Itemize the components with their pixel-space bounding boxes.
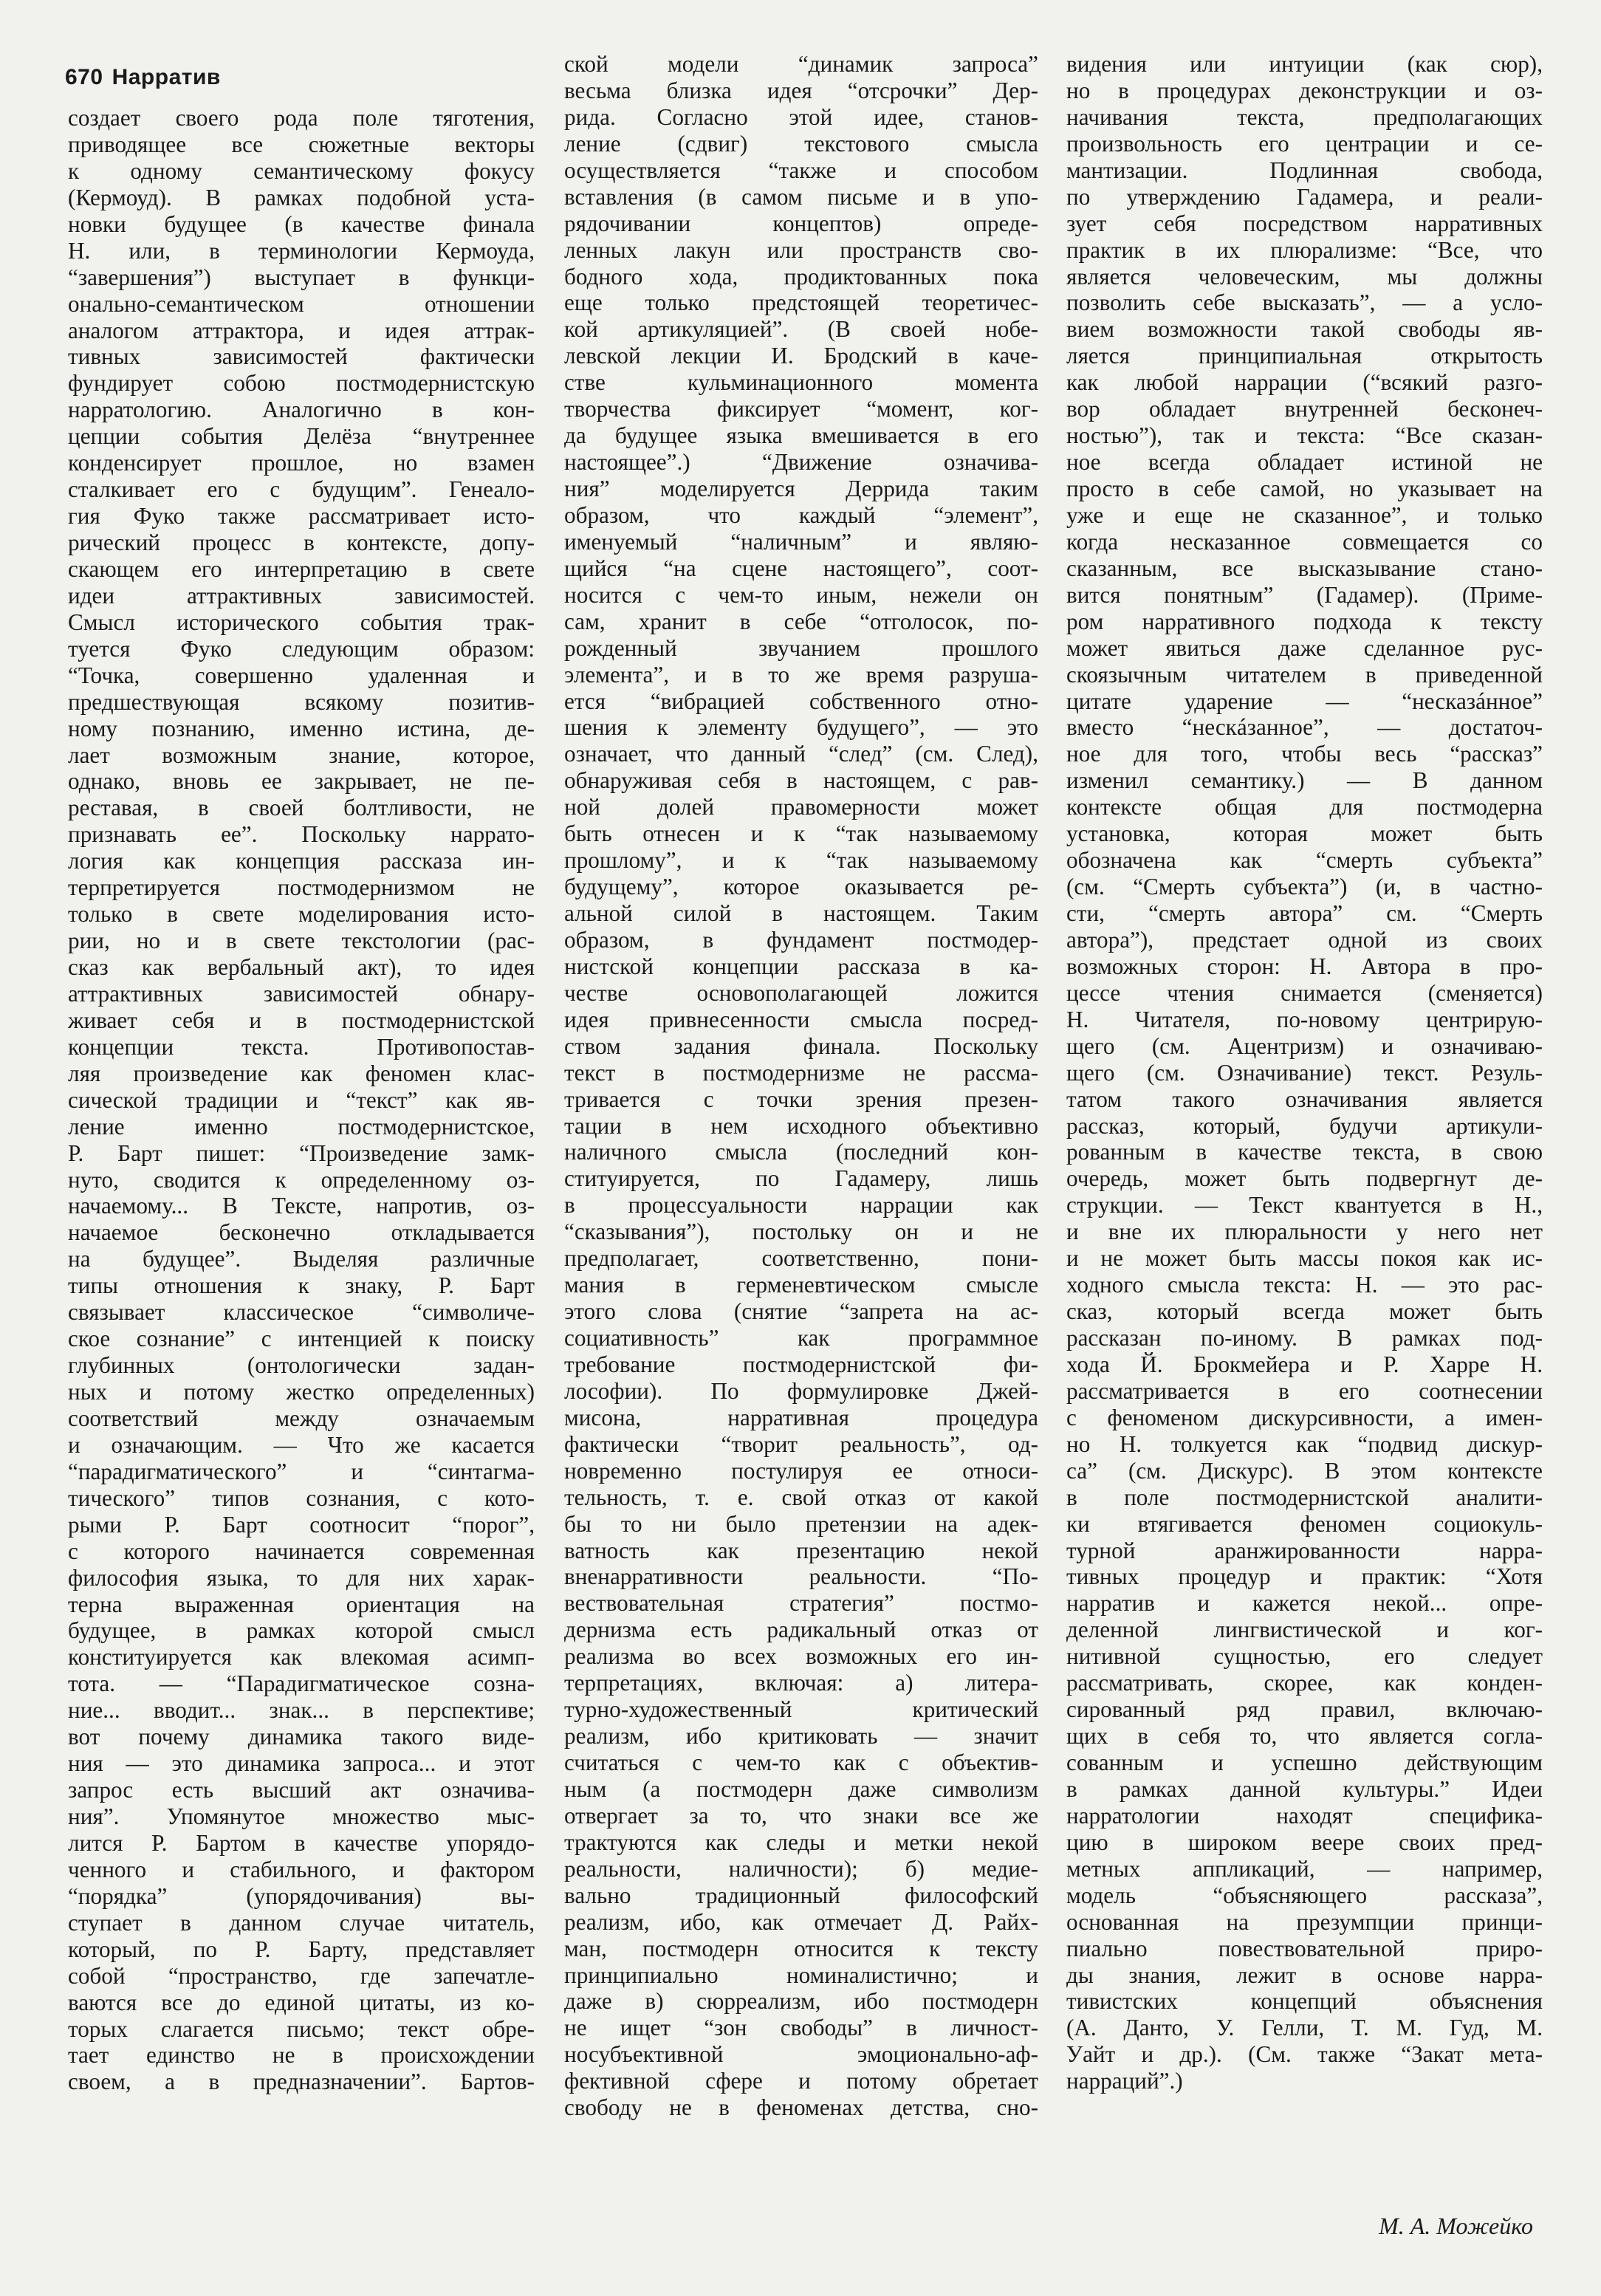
text-line: будущее, в рамках которой смысл (68, 1617, 535, 1644)
text-line: идеи аттрактивных зависимостей. (68, 582, 535, 609)
text-line: когда несказанное совмещается со (1066, 528, 1543, 555)
text-line: концепции текста. Противопостав- (68, 1033, 535, 1060)
text-column-2 (564, 51, 1038, 2121)
text-line: вставления (в самом письме и в упо- (564, 183, 1038, 210)
text-line: позволить себе высказать”, — а усло- (1066, 289, 1543, 316)
text-line: цепции события Делёза “внутреннее (68, 423, 535, 450)
text-line: образом, в фундамент постмодер- (564, 926, 1038, 953)
text-line: ной долей правомерности может (564, 794, 1038, 820)
text-column-3 (1066, 51, 1543, 2094)
text-line: реальности, наличности); б) медие- (564, 1855, 1038, 1882)
text-line: лится Р. Бартом в качестве упорядо- (68, 1829, 535, 1856)
text-line: в поле постмодернистской аналити- (1066, 1484, 1543, 1510)
text-line: цию в широком веере своих пред- (1066, 1829, 1543, 1855)
text-line: терна выраженная ориентация на (68, 1591, 535, 1617)
text-line: сказ, который всегда может быть (1066, 1298, 1543, 1325)
text-line: щийся “на сцене настоящего”, соот- (564, 555, 1038, 581)
text-line: считаться с чем-то как с объектив- (564, 1750, 1038, 1775)
author-signature: М. А. Можейко (1379, 2213, 1533, 2239)
text-line: новременно постулируя ее относи- (564, 1457, 1038, 1484)
text-line: ному познанию, именно истина, де- (68, 715, 535, 741)
text-line: Н. или, в терминологии Кермоуда, (68, 237, 535, 264)
text-line: бодного хода, продиктованных пока (564, 263, 1038, 289)
text-line: ляется принципиальная открытость (1066, 343, 1543, 369)
text-line: в процессуальности наррации как (564, 1192, 1038, 1219)
text-line: но Н. толкуется как “подвид дискур- (1066, 1430, 1543, 1457)
text-line: модель “объясняющего рассказа”, (1066, 1882, 1543, 1908)
text-line: ватность как презентацию некой (564, 1537, 1038, 1563)
text-line: цессе чтения снимается (сменяется) (1066, 979, 1543, 1006)
text-line: рассматривать, скорее, как конден- (1066, 1670, 1543, 1696)
text-line: живает себя и в постмодернистской (68, 1007, 535, 1033)
text-line: произвольность его центрации и се- (1066, 130, 1543, 157)
text-line: ской модели “динамик запроса” (564, 51, 1038, 77)
text-line: уже и еще не сказанное”, и только (1066, 501, 1543, 528)
text-line: просто в себе самой, но указывает на (1066, 476, 1543, 501)
text-line: нарратив и кажется некой... опре- (1066, 1590, 1543, 1617)
text-line: который, по Р. Барту, представляет (68, 1936, 535, 1962)
text-line: туется Фуко следующим образом: (68, 635, 535, 662)
text-line: элемента”, и в то же время разруша- (564, 661, 1038, 688)
text-line: в рамках данной культуры.” Идеи (1066, 1775, 1543, 1802)
text-line: ление (сдвиг) текстового смысла (564, 130, 1038, 157)
text-line: логия как концепция рассказа ин- (68, 848, 535, 874)
text-line: мисона, нарративная процедура (564, 1404, 1038, 1430)
text-line: кой артикуляцией”. (В своей нобе- (564, 316, 1038, 343)
text-line: стве кульминационного момента (564, 369, 1038, 396)
text-line: новки будущее (в качестве финала (68, 210, 535, 237)
text-line: сти, “смерть автора” см. “Смерть (1066, 900, 1543, 926)
text-line: тического” типов сознания, с кото- (68, 1484, 535, 1511)
text-line: щих в себя то, что является согла- (1066, 1723, 1543, 1750)
text-line: рида. Согласно этой идее, станов- (564, 103, 1038, 130)
text-line: не ищет “зон свободы” в личност- (564, 2015, 1038, 2041)
text-line: конденсирует прошлое, но взамен (68, 450, 535, 476)
text-line: запрос есть высший акт означива- (68, 1777, 535, 1803)
text-line: творчества фиксирует “момент, ког- (564, 396, 1038, 422)
text-line: очередь, может быть подвергнут де- (1066, 1165, 1543, 1192)
text-line: сказ как вербальный акт), то идея (68, 954, 535, 980)
text-line: Смысл исторического события трак- (68, 609, 535, 635)
text-line: начаемое бесконечно откладывается (68, 1219, 535, 1246)
text-line: вот почему динамика такого виде- (68, 1724, 535, 1750)
text-line: связывает классическое “символиче- (68, 1299, 535, 1326)
text-line: ние... вводит... знак... в перспективе; (68, 1697, 535, 1724)
text-line: еще только предстоящей теоретичес- (564, 289, 1038, 316)
text-line: создает своего рода поле тяготения, (68, 105, 535, 131)
text-line: ченного и стабильного, и фактором (68, 1856, 535, 1882)
text-line: идея привнесенности смысла посред- (564, 1006, 1038, 1032)
text-line: са” (см. Дискурс). В этом контексте (1066, 1457, 1543, 1484)
text-line: рыми Р. Барт соотносит “порог”, (68, 1511, 535, 1538)
text-line: реализма во всех возможных его ин- (564, 1643, 1038, 1670)
text-line: “Точка, совершенно удаленная и (68, 662, 535, 688)
page-number: 670 (65, 65, 103, 89)
text-line: тривается с точки зрения презен- (564, 1086, 1038, 1112)
text-line: на будущее”. Выделяя различные (68, 1246, 535, 1272)
text-line: зует себя посредством нарративных (1066, 210, 1543, 236)
text-line: рии, но и в свете текстологии (рас- (68, 928, 535, 954)
text-line: весьма близка идея “отсрочки” Дер- (564, 77, 1038, 103)
text-line: нарратологии находят специфика- (1066, 1802, 1543, 1829)
text-line: сам, хранит в себе “отголосок, по- (564, 608, 1038, 634)
text-line: онально-семантическом отношении (68, 290, 535, 317)
running-header (65, 65, 221, 90)
text-line: ваются все до единой цитаты, из ко- (68, 1989, 535, 2015)
text-line: нарратологию. Аналогично в кон- (68, 397, 535, 423)
text-line: ством задания финала. Поскольку (564, 1032, 1038, 1059)
text-line: нуто, сводится к определенному оз- (68, 1166, 535, 1193)
text-line: отвергает за то, что знаки все же (564, 1802, 1038, 1829)
text-line: установка, которая может быть (1066, 820, 1543, 847)
text-line: сталкивает его с будущим”. Генеало- (68, 476, 535, 503)
text-line: изменил семантику.) — В данном (1066, 767, 1543, 794)
text-line: и означающим. — Что же касается (68, 1431, 535, 1458)
text-line: бы то ни было претензии на адек- (564, 1510, 1038, 1537)
text-line: ды знания, лежит в основе нарра- (1066, 1961, 1543, 1988)
text-line: татом такого означивания является (1066, 1086, 1543, 1112)
text-line: сказанным, все высказывание стано- (1066, 555, 1543, 581)
text-line: соответствий между означаемым (68, 1405, 535, 1431)
text-line: только в свете моделирования исто- (68, 901, 535, 928)
text-line: конституируется как влекомая асимп- (68, 1644, 535, 1670)
text-line: сованным и успешно действующим (1066, 1750, 1543, 1775)
text-line: рожденный звучанием прошлого (564, 634, 1038, 661)
text-line: цитате ударение — “несказáнное” (1066, 688, 1543, 714)
text-line: рядочивании концептов) опреде- (564, 210, 1038, 236)
text-line: принципиально номиналистично; и (564, 1961, 1038, 1988)
text-line: настоящее”.) “Движение означива- (564, 449, 1038, 476)
text-line: рассказ, который, будучи артикули- (1066, 1112, 1543, 1139)
text-line: тивистских концепций объяснения (1066, 1988, 1543, 2015)
text-line: будущему”, которое оказывается ре- (564, 874, 1038, 900)
text-line: рассматривается в его соотнесении (1066, 1377, 1543, 1404)
text-line: шения к элементу будущего”, — это (564, 714, 1038, 741)
text-line: даже в) сюрреализм, ибо постмодерн (564, 1988, 1038, 2015)
text-line: “порядка” (упорядочивания) вы- (68, 1882, 535, 1909)
text-line: этого слова (снятие “запрета на ас- (564, 1298, 1038, 1325)
text-line: турной аранжированности нарра- (1066, 1537, 1543, 1563)
text-line: и не может быть массы покоя как ис- (1066, 1245, 1543, 1272)
text-line: тивных зависимостей фактически (68, 343, 535, 370)
text-line: фективной сфере и потому обретает (564, 2068, 1038, 2094)
text-line: (Кермоуд). В рамках подобной уста- (68, 184, 535, 210)
text-line: социативность” как программное (564, 1325, 1038, 1351)
text-line: и вне их плюральности у него нет (1066, 1219, 1543, 1245)
text-line: начивания текста, предполагающих (1066, 103, 1543, 130)
text-line: с которого начинается современная (68, 1538, 535, 1564)
text-line: метных аппликаций, — например, (1066, 1855, 1543, 1882)
text-line: видения или интуиции (как сюр), (1066, 51, 1543, 77)
text-line: деленной лингвистической и ког- (1066, 1617, 1543, 1643)
text-line: тота. — “Парадигматическое созна- (68, 1670, 535, 1697)
text-line: гия Фуко также рассматривает исто- (68, 503, 535, 530)
text-line: ленных лакун или пространств сво- (564, 236, 1038, 263)
text-line: аналогом аттрактора, и идея аттрак- (68, 317, 535, 343)
text-line: вествовательная стратегия” постмо- (564, 1590, 1038, 1617)
text-line: наличного смысла (последний кон- (564, 1139, 1038, 1165)
text-line: ское сознание” с интенцией к поиску (68, 1326, 535, 1352)
text-line: вор обладает внутренней бесконеч- (1066, 396, 1543, 422)
text-line: свободу не в феноменах детства, сно- (564, 2094, 1038, 2121)
text-line: да будущее языка вмешивается в его (564, 422, 1038, 449)
text-line: по утверждению Гадамера, и реали- (1066, 183, 1543, 210)
text-line: ется “вибрацией собственного отно- (564, 688, 1038, 714)
text-line: ки втягивается феномен социокуль- (1066, 1510, 1543, 1537)
text-line: торых слагается письмо; текст обре- (68, 2015, 535, 2042)
text-line: означает, что данный “след” (см. След), (564, 741, 1038, 767)
text-line: ностью”), так и текста: “Все сказан- (1066, 422, 1543, 449)
running-title: Нарратив (112, 65, 221, 89)
text-line: ное для того, чтобы весь “рассказ” (1066, 741, 1543, 767)
text-line: трактуются как следы и метки некой (564, 1829, 1038, 1855)
text-line: Н. Читателя, по-новому центрирую- (1066, 1006, 1543, 1032)
text-line: собой “пространство, где запечатле- (68, 1962, 535, 1989)
text-line: вится понятным” (Гадамер). (Приме- (1066, 581, 1543, 608)
text-line: приводящее все сюжетные векторы (68, 131, 535, 157)
text-line: ное всегда обладает истиной не (1066, 449, 1543, 476)
text-line: как любой наррации (“всякий разго- (1066, 369, 1543, 396)
text-line: начаемому... В Тексте, напротив, оз- (68, 1193, 535, 1219)
text-line: текст в постмодернизме не рассма- (564, 1059, 1038, 1086)
text-line: обнаруживая себя в настоящем, с рав- (564, 767, 1038, 794)
text-line: быть отнесен и к “так называемому (564, 820, 1038, 847)
text-line: основанная на презумпции принци- (1066, 1908, 1543, 1935)
text-line: вием возможности такой свободы яв- (1066, 316, 1543, 343)
text-column-1 (68, 105, 535, 2095)
text-line: требование постмодернистской фи- (564, 1351, 1038, 1377)
text-line: возможных сторон: Н. Автора в про- (1066, 953, 1543, 979)
text-line: носубъективной эмоционально-аф- (564, 2041, 1038, 2068)
text-line: Уайт и др.). (См. также “Закат мета- (1066, 2041, 1543, 2068)
text-line: рованным в качестве текста, в свою (1066, 1139, 1543, 1165)
text-line: образом, что каждый “элемент”, (564, 501, 1038, 528)
text-line: тает единство не в происхождении (68, 2042, 535, 2069)
text-line: турно-художественный критический (564, 1696, 1038, 1723)
text-line: нистской концепции рассказа в ка- (564, 953, 1038, 979)
text-line: лософии). По формулировке Джей- (564, 1377, 1038, 1404)
text-line: аттрактивных зависимостей обнару- (68, 980, 535, 1007)
text-line: может явиться даже сделанное рус- (1066, 634, 1543, 661)
text-line: тации в нем исходного объективно (564, 1112, 1038, 1139)
text-line: признавать ее”. Поскольку наррато- (68, 821, 535, 848)
text-line: обозначена как “смерть субъекта” (1066, 847, 1543, 874)
text-line: “парадигматического” и “синтагма- (68, 1458, 535, 1484)
text-line: является человеческим, мы должны (1066, 263, 1543, 289)
text-line: дернизма есть радикальный отказ от (564, 1617, 1038, 1643)
text-line: терпретациях, включая: а) литера- (564, 1670, 1038, 1696)
text-line: терпретируется постмодернизмом не (68, 874, 535, 901)
text-line: фактически “творит реальность”, од- (564, 1430, 1038, 1457)
text-line: автора”), предстает одной из своих (1066, 926, 1543, 953)
text-line: ния”. Упомянутое множество мыс- (68, 1803, 535, 1829)
text-line: сической традиции и “текст” как яв- (68, 1086, 535, 1113)
text-line: скающем его интерпретацию в свете (68, 555, 535, 582)
text-line: фундирует собою постмодернистскую (68, 370, 535, 397)
text-line: (А. Данто, У. Гелли, Т. М. Гуд, М. (1066, 2015, 1543, 2041)
text-line: но в процедурах деконструкции и оз- (1066, 77, 1543, 103)
text-line: контексте общая для постмодерна (1066, 794, 1543, 820)
text-line: мантизации. Подлинная свобода, (1066, 157, 1543, 183)
text-line: ман, постмодерн относится к тексту (564, 1935, 1038, 1961)
text-line: рический процесс в контексте, допу- (68, 530, 535, 555)
text-line: струкции. — Текст квантуется в Н., (1066, 1192, 1543, 1219)
text-line: скоязычным читателем в приведенной (1066, 661, 1543, 688)
text-line: реализм, ибо критиковать — значит (564, 1723, 1038, 1750)
text-line: ление именно постмодернистское, (68, 1113, 535, 1140)
text-line: щего (см. Ацентризм) и означиваю- (1066, 1032, 1543, 1059)
text-line: ных и потому жестко определенных) (68, 1379, 535, 1405)
text-line: (см. “Смерть субъекта”) (и, в частно- (1066, 874, 1543, 900)
text-line: вместо “нескáзанное”, — достаточ- (1066, 714, 1543, 741)
text-line: вально традиционный философский (564, 1882, 1038, 1908)
text-line: вненарративности реальности. “По- (564, 1563, 1038, 1590)
text-line: мания в герменевтическом смысле (564, 1272, 1038, 1298)
text-line: ром нарративного подхода к тексту (1066, 608, 1543, 634)
text-line: ния” моделируется Деррида таким (564, 476, 1038, 501)
text-line: “завершения”) выступает в функци- (68, 264, 535, 290)
text-line: тельность, т. е. свой отказ от какой (564, 1484, 1038, 1510)
text-line: предшествующая всякому позитив- (68, 688, 535, 715)
text-line: сированный ряд правил, включаю- (1066, 1696, 1543, 1723)
text-line: хода Й. Брокмейера и Р. Харре Н. (1066, 1351, 1543, 1377)
text-line: однако, вновь ее закрывает, не пе- (68, 768, 535, 795)
text-line: философия языка, то для них харак- (68, 1564, 535, 1591)
text-line: ляя произведение как феномен клас- (68, 1060, 535, 1086)
text-line: пиально повествовательной приро- (1066, 1935, 1543, 1961)
text-line: реставая, в своей болтливости, не (68, 795, 535, 821)
text-line: именуемый “наличным” и являю- (564, 528, 1038, 555)
text-line: типы отношения к знаку, Р. Барт (68, 1272, 535, 1299)
text-line: ния — это динамика запроса... и этот (68, 1750, 535, 1777)
text-line: левской лекции И. Бродский в каче- (564, 343, 1038, 369)
text-line: “сказывания”), постольку он и не (564, 1219, 1038, 1245)
text-line: своем, а в предназначении”. Бартов- (68, 2069, 535, 2095)
text-line: нарраций”.) (1066, 2068, 1183, 2094)
text-line: Р. Барт пишет: “Произведение замк- (68, 1140, 535, 1166)
text-line: глубинных (онтологически задан- (68, 1352, 535, 1379)
text-line: реализм, ибо, как отмечает Д. Райх- (564, 1908, 1038, 1935)
text-line: с феноменом дискурсивности, а имен- (1066, 1404, 1543, 1430)
text-line: предполагает, соответственно, пони- (564, 1245, 1038, 1272)
text-line: щего (см. Означивание) текст. Резуль- (1066, 1059, 1543, 1086)
text-line: тивных процедур и практик: “Хотя (1066, 1563, 1543, 1590)
text-line: практик в их плюрализме: “Все, что (1066, 236, 1543, 263)
text-line: лает возможным знание, которое, (68, 741, 535, 768)
text-line: альной силой в настоящем. Таким (564, 900, 1038, 926)
text-line: рассказан по-иному. В рамках под- (1066, 1325, 1543, 1351)
text-line: носится с чем-то иным, нежели он (564, 581, 1038, 608)
text-line: ституируется, по Гадамеру, лишь (564, 1165, 1038, 1192)
text-line: ным (а постмодерн даже символизм (564, 1775, 1038, 1802)
text-line: нитивной сущностью, его следует (1066, 1643, 1543, 1670)
text-line: ходного смысла текста: Н. — это рас- (1066, 1272, 1543, 1298)
text-line: прошлому”, и к “так называемому (564, 847, 1038, 874)
text-line: ступает в данном случае читатель, (68, 1909, 535, 1936)
text-line: к одному семантическому фокусу (68, 157, 535, 184)
text-line: честве основополагающей ложится (564, 979, 1038, 1006)
text-line: осуществляется “также и способом (564, 157, 1038, 183)
